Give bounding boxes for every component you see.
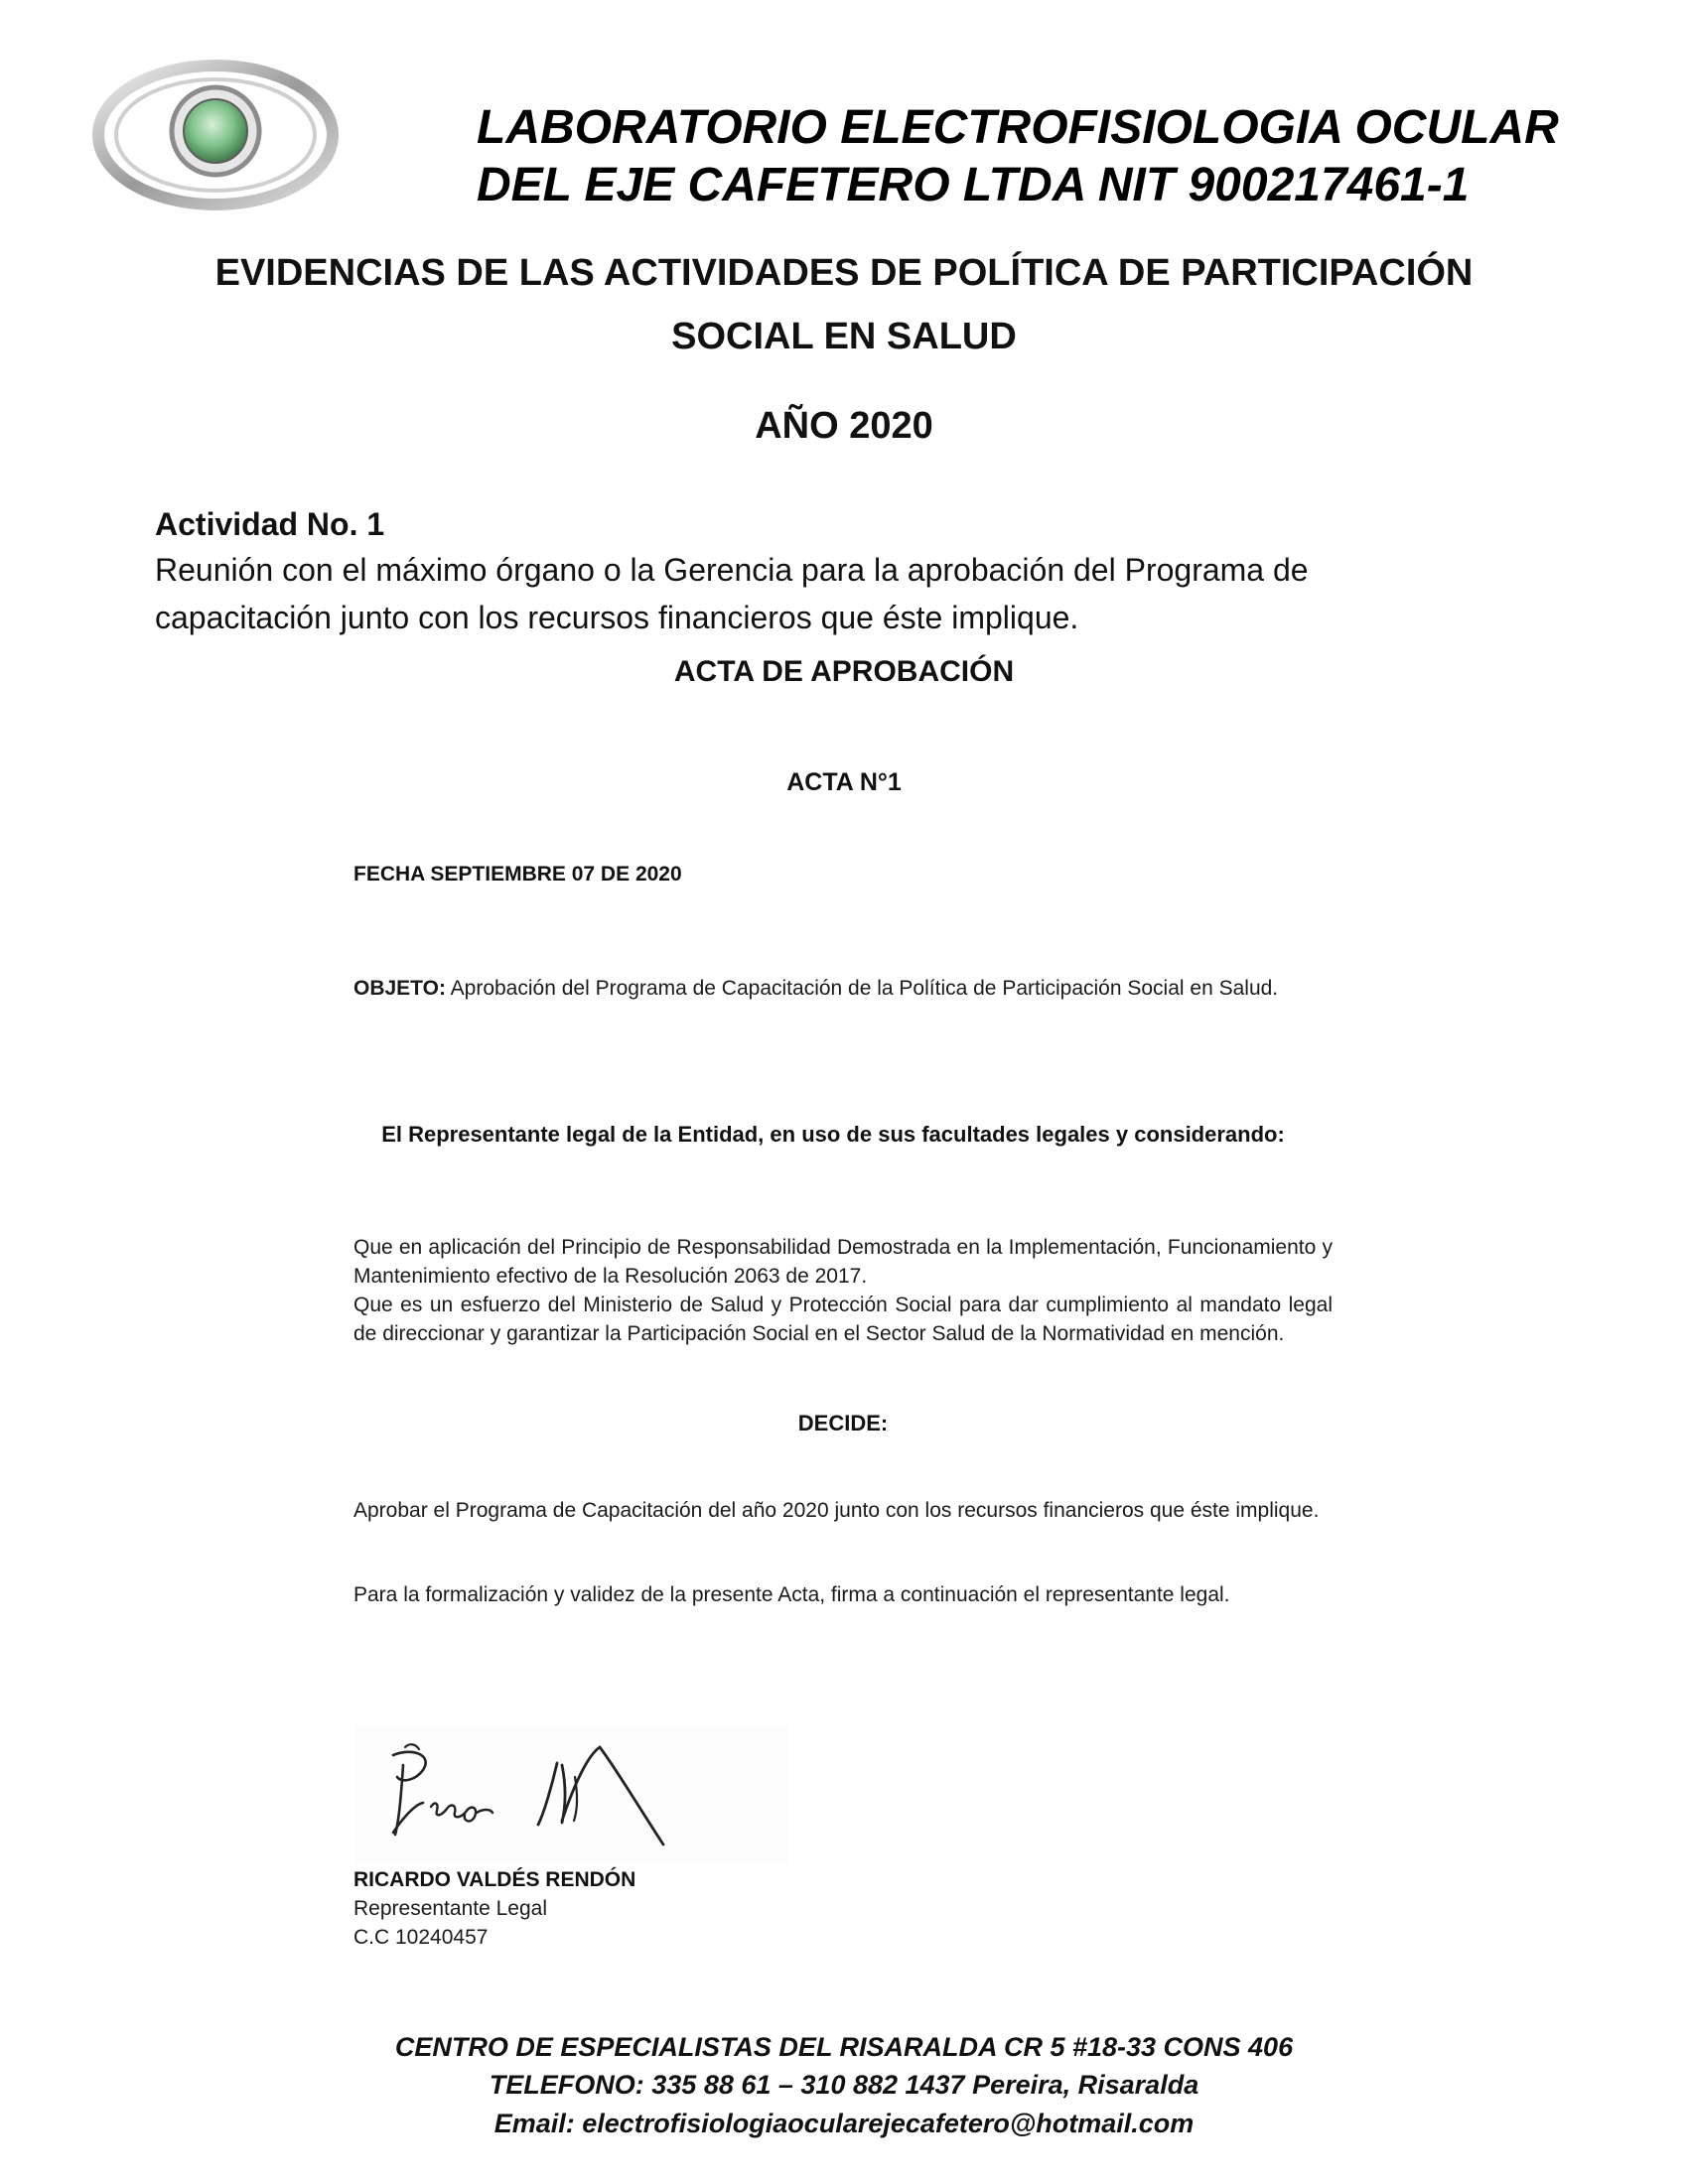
activity-description: Reunión con el máximo órgano o la Gerencia para la aprobación del Programa de capacitación junto con los recursos financieros que éste implique. xyxy=(155,552,1309,635)
document-heading xyxy=(0,241,1688,368)
activity-label: Actividad No. 1 xyxy=(155,506,385,542)
signer-name: RICARDO VALDÉS RENDÓN xyxy=(353,1868,636,1891)
handwritten-signature xyxy=(353,1725,790,1864)
objeto-label: OBJETO: xyxy=(353,977,446,1000)
lab-title-line-2: DEL EJE CAFETERO LTDA NIT 900217461-1 xyxy=(477,159,1470,211)
footer-phone: TELEFONO: 335 88 61 – 310 882 1437 Pereira, Risaralda xyxy=(489,2070,1199,2100)
objeto-paragraph xyxy=(353,974,1313,1003)
acta-heading: ACTA DE APROBACIÓN xyxy=(673,655,1015,688)
eye-logo-icon xyxy=(91,52,340,214)
lab-title-line-1: LABORATORIO ELECTROFISIOLOGIA OCULAR xyxy=(477,101,1559,154)
footer-address: CENTRO DE ESPECIALISTAS DEL RISARALDA CR 5 #18-33 CONS 406 xyxy=(394,2032,1294,2062)
acta-number: ACTA N°1 xyxy=(786,768,902,796)
document-heading-line-2: SOCIAL EN SALUD xyxy=(671,316,1017,357)
que-paragraph-1: Que en aplicación del Principio de Responsabilidad Demostrada en la Implementación, Funcionamiento y Mantenimiento efectivo de la Resolución 2063 de 2017. xyxy=(353,1236,1333,1288)
lab-title xyxy=(477,99,1668,214)
decide-heading: DECIDE: xyxy=(797,1411,889,1435)
year-heading: AÑO 2020 xyxy=(755,405,933,447)
objeto-text: Aprobación del Programa de Capacitación de la Política de Participación Social en Salud. xyxy=(445,977,1279,1000)
que-paragraph-2: Que es un esfuerzo del Ministerio de Salud y Protección Social para dar cumplimiento al mandato legal de direccionar y garantizar la Participación Social en el Sector Salud de la Normatividad en mención. xyxy=(353,1294,1333,1345)
signer-role: Representante Legal xyxy=(353,1897,547,1920)
considerando-heading: El Representante legal de la Entidad, en uso de sus facultades legales y considerando: xyxy=(381,1122,1285,1147)
aprobar-paragraph: Aprobar el Programa de Capacitación del año 2020 junto con los recursos financieros que éste implique. xyxy=(353,1499,1320,1522)
document-heading-line-1: EVIDENCIAS DE LAS ACTIVIDADES DE POLÍTICA DE PARTICIPACIÓN xyxy=(214,252,1474,294)
signer-id: C.C 10240457 xyxy=(353,1926,489,1949)
acta-date: FECHA SEPTIEMBRE 07 DE 2020 xyxy=(353,863,682,886)
formalizacion-paragraph: Para la formalización y validez de la presente Acta, firma a continuación el representante legal. xyxy=(353,1583,1230,1606)
footer-email: Email: electrofisiologiaocularejecafetero@hotmail.com xyxy=(493,2109,1195,2138)
